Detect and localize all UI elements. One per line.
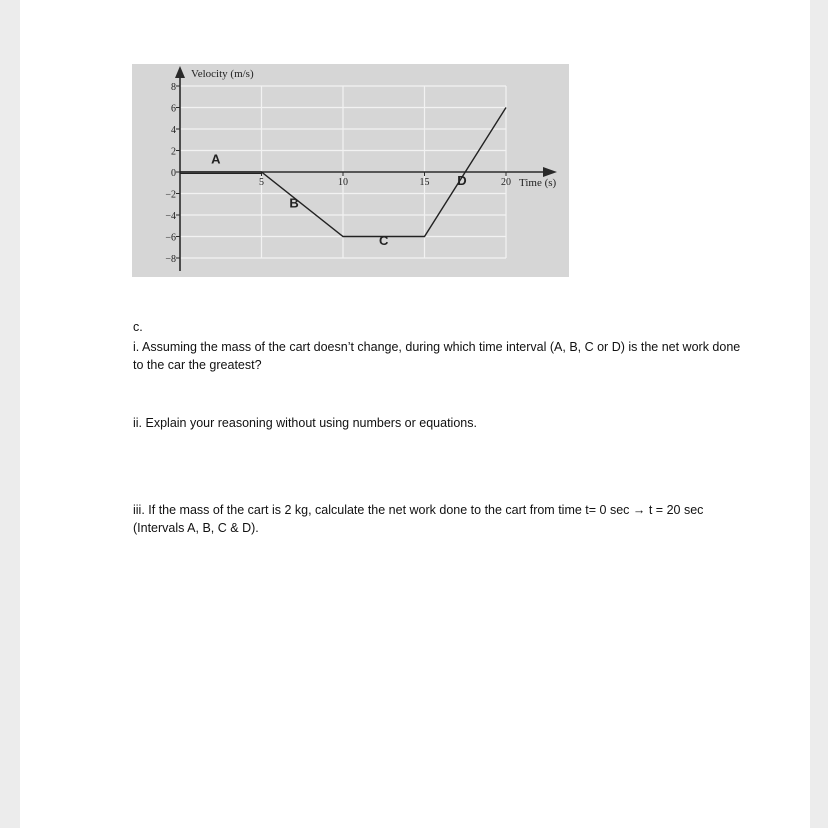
question-ii: ii. Explain your reasoning without using numbers or equations. <box>133 416 477 430</box>
y-tick-label: −8 <box>165 254 176 265</box>
y-tick-label: 2 <box>171 146 176 158</box>
y-tick-label: −6 <box>165 232 176 244</box>
segment-label-b: B <box>289 195 299 211</box>
y-tick-label: 0 <box>171 168 176 179</box>
x-tick-label: 15 <box>419 177 430 188</box>
question-i: i. Assuming the mass of the cart doesn’t change, during which time interval (A, B, C or D) is the net work done to the car the greatest? <box>133 340 741 372</box>
y-tick-label: −2 <box>165 189 176 201</box>
segment-label-a: A <box>211 151 221 167</box>
graph-background <box>132 64 569 277</box>
part-label: c. <box>133 320 143 334</box>
y-tick-label: 6 <box>171 103 176 115</box>
x-axis-label: Time (s) <box>519 177 557 189</box>
x-tick-label: 5 <box>259 177 264 188</box>
velocity-time-graph <box>132 64 569 277</box>
segment-label-c: C <box>379 233 389 249</box>
worksheet-page <box>20 0 810 828</box>
graph-svg <box>132 64 569 277</box>
x-tick-label: 20 <box>501 177 511 188</box>
x-tick-label: 10 <box>338 177 348 188</box>
question-iii: iii. If the mass of the cart is 2 kg, calculate the net work done to the cart from time t= 0 sec → t = 20 sec (Intervals A, B, C & D). <box>133 503 704 535</box>
y-tick-label: 8 <box>171 82 176 93</box>
y-tick-label: 4 <box>171 125 176 136</box>
y-tick-label: −4 <box>165 211 176 222</box>
segment-label-d: D <box>457 172 467 188</box>
y-axis-label: Velocity (m/s) <box>191 68 254 80</box>
